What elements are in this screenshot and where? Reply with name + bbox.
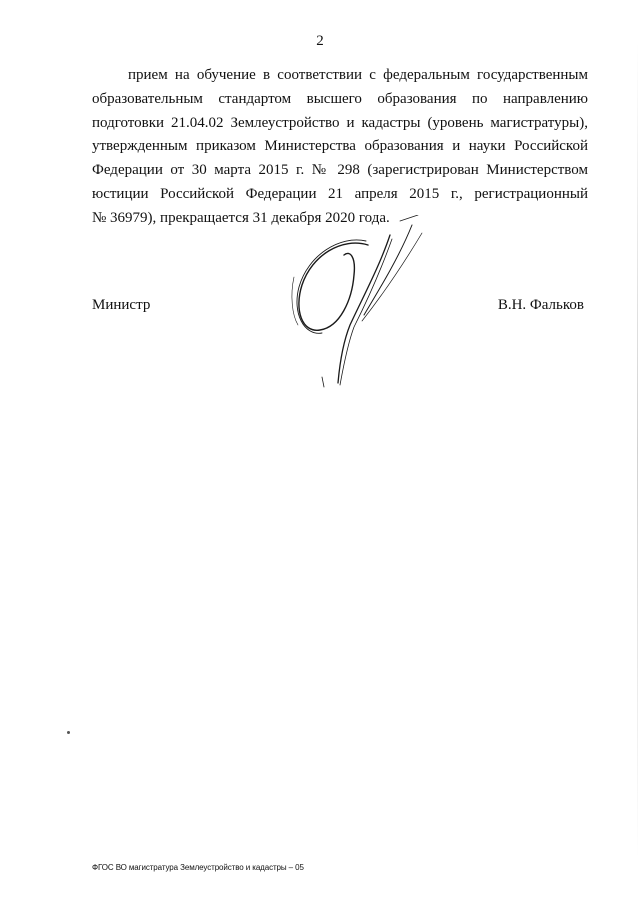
signatory-name: В.Н. Фальков [497, 297, 584, 313]
scan-speck [67, 731, 70, 734]
paragraph-line: подготовки 21.04.02 Землеустройство и кадастры (уровень магистратуры), [92, 114, 588, 131]
page-number: 2 [316, 33, 324, 49]
document-footer: ФГОС ВО магистратура Землеустройство и кадастры – 05 [92, 863, 304, 872]
body-paragraph [92, 64, 588, 231]
scan-edge-shadow [637, 40, 638, 860]
paragraph-line: образовательным стандартом высшего образования по направлению [92, 90, 588, 107]
paragraph-line: прием на обучение в соответствии с федеральным государственным [128, 67, 588, 83]
paragraph-line: утвержденным приказом Министерства образования и науки Российской [92, 138, 588, 155]
handwritten-signature [272, 215, 442, 395]
paragraph-line: Федерации от 30 марта 2015 г. № 298 (зарегистрирован Министерством [92, 162, 588, 179]
paragraph-last-line: № 36979), прекращается 31 декабря 2020 года. [92, 209, 390, 226]
signatory-title: Министр [92, 297, 151, 313]
paragraph-line: юстиции Российской Федерации 21 апреля 2015 г., регистрационный [92, 185, 588, 202]
